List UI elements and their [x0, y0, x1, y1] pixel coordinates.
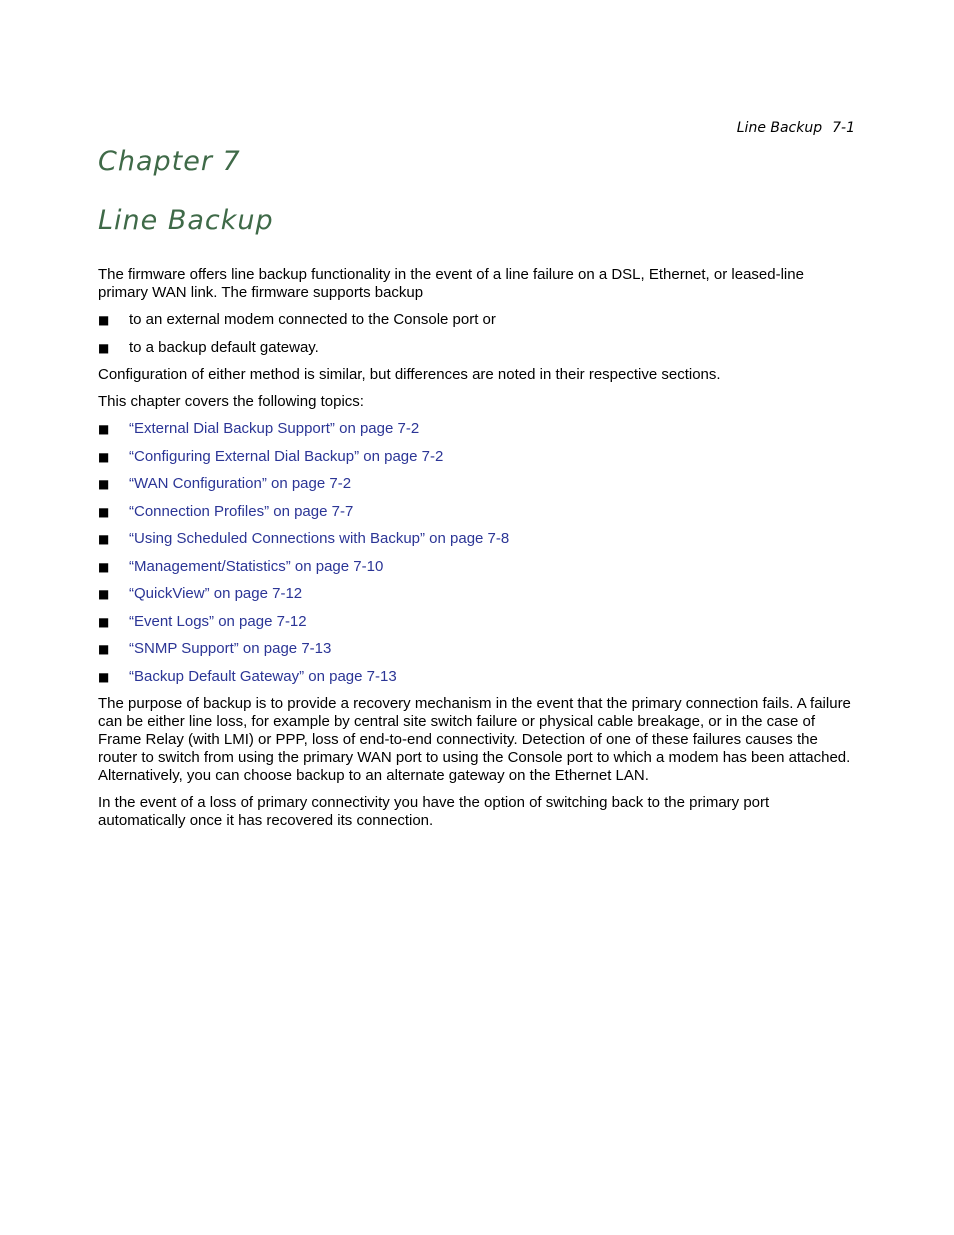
topics-intro-paragraph: This chapter covers the following topics:	[98, 393, 364, 410]
topic-item	[98, 420, 858, 438]
topic-item	[98, 503, 858, 521]
topic-item	[98, 558, 858, 576]
bullet-icon: ■	[98, 669, 110, 684]
running-header	[737, 120, 855, 136]
topic-item	[98, 475, 858, 493]
topic-link[interactable]: “SNMP Support” on page 7-13	[129, 640, 332, 657]
switchback-paragraph: In the event of a loss of primary connectivity you have the option of switching back to the primary port automatically once it has recovered its connection.	[98, 794, 770, 829]
bullet-icon: ■	[98, 587, 110, 601]
bullet-icon: ■	[98, 449, 110, 464]
backup-options-list	[98, 311, 858, 357]
topic-link[interactable]: “External Dial Backup Support” on page 7-2	[129, 420, 420, 437]
list-item: ■ to a backup default gateway.	[98, 338, 319, 356]
bullet-icon: ■	[98, 422, 110, 436]
bullet-icon: ■	[98, 313, 110, 327]
topic-link[interactable]: “Management/Statistics” on page 7-10	[129, 557, 384, 575]
topic-link[interactable]: “Connection Profiles” on page 7-7	[129, 502, 354, 520]
topic-link[interactable]: “Event Logs” on page 7-12	[129, 612, 307, 630]
topic-item	[98, 640, 858, 658]
bullet-icon: ■	[98, 504, 110, 519]
topic-link[interactable]: “WAN Configuration” on page 7-2	[129, 475, 352, 492]
header-page-number: 7-1	[832, 120, 855, 136]
chapter-label: Chapter 7	[98, 146, 241, 177]
bullet-icon: ■	[98, 614, 110, 629]
header-section-title: Line Backup	[736, 120, 823, 136]
topic-item	[98, 668, 858, 686]
topic-link[interactable]: “Using Scheduled Connections with Backup” on page 7-8	[129, 530, 510, 547]
topic-item	[98, 613, 858, 631]
topics-list	[98, 420, 858, 686]
bullet-icon: ■	[98, 559, 110, 574]
document-body	[98, 266, 858, 839]
bullet-icon: ■	[98, 532, 110, 546]
bullet-icon: ■	[98, 642, 110, 656]
list-item: ■ to an external modem connected to the Console port or	[98, 311, 496, 328]
topic-item	[98, 448, 858, 466]
topic-link[interactable]: “Configuring External Dial Backup” on page 7-2	[129, 447, 444, 465]
config-note-paragraph: Configuration of either method is similar, but differences are noted in their respective sections.	[98, 366, 721, 383]
topic-item	[98, 530, 858, 548]
topic-item	[98, 585, 858, 603]
topic-link[interactable]: “Backup Default Gateway” on page 7-13	[129, 667, 397, 685]
purpose-paragraph: The purpose of backup is to provide a recovery mechanism in the event that the primary connection fails. A failure can be either line loss, for example by central site switch failure or physical cable breakage, or in the case of Frame Relay (with LMI) or PPP, loss of end-to-end connectivity. Detection of one of these failures causes the router to switch from using the primary WAN port to using the Console port to which a modem has been attached. Alternatively, you can choose backup to an alternate gateway on the Ethernet LAN.	[98, 695, 851, 784]
intro-paragraph: The firmware offers line backup functionality in the event of a line failure on a DSL, Ethernet, or leased-line primary WAN link. The firmware supports backup	[98, 266, 804, 301]
bullet-icon: ■	[98, 340, 110, 355]
chapter-title: Line Backup	[98, 205, 274, 236]
topic-link[interactable]: “QuickView” on page 7-12	[129, 585, 303, 602]
bullet-icon: ■	[98, 477, 110, 491]
